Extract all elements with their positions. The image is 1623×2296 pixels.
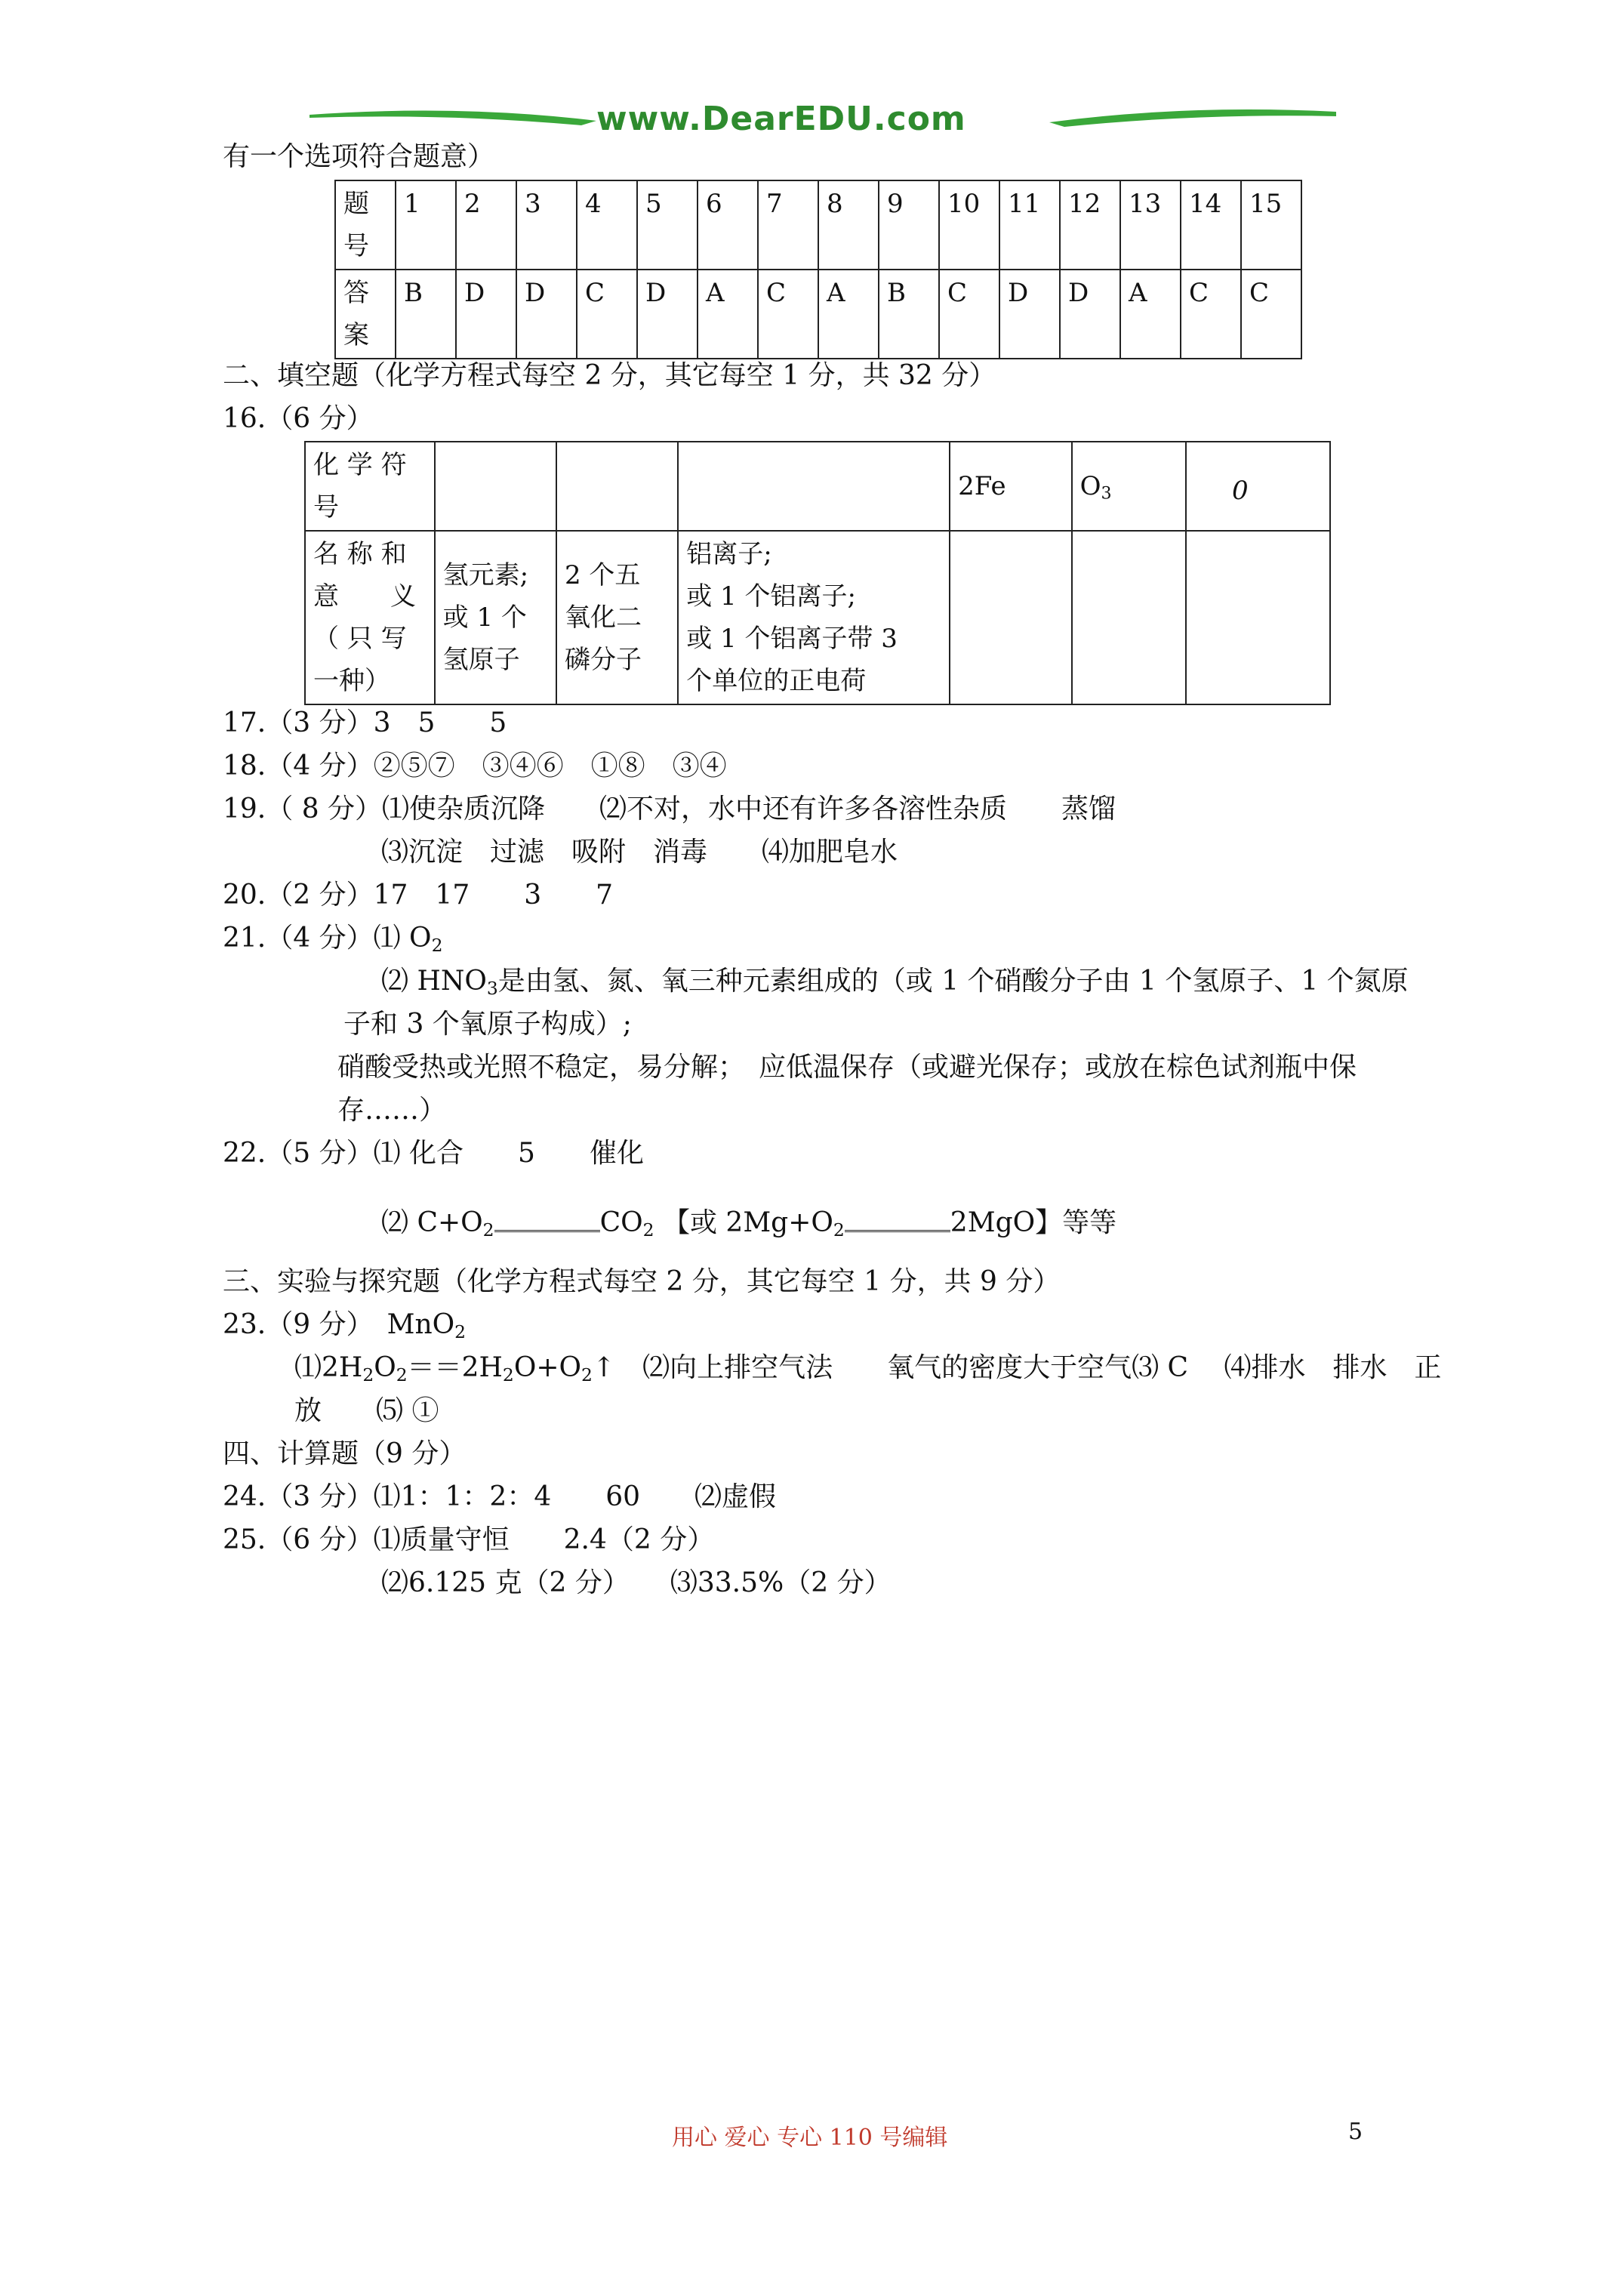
meaning-cell: 氢元素; 或 1 个 氢原子 (435, 531, 556, 704)
symbol-table (304, 441, 1331, 705)
q21-line-1: 21.（4 分）⑴ $O_2$ (223, 923, 443, 956)
number-cell: 11 (999, 180, 1060, 270)
q18-line: 18.（4 分）②⑤⑦ ③④⑥ ①⑧ ③④ (223, 750, 727, 781)
symbol-cell: 0 (1186, 442, 1330, 531)
q23-line-3: 放 ⑸ ① (294, 1395, 439, 1426)
table-row (305, 531, 1330, 704)
header-cell: 答 案 (335, 270, 396, 359)
number-cell: 10 (939, 180, 999, 270)
answer-cell: C (939, 270, 999, 359)
symbol-cell (556, 442, 678, 531)
header-cell: 题 号 (335, 180, 396, 270)
number-cell: 15 (1241, 180, 1301, 270)
q23-line-1: 23.（9 分） MnO$_2$ (223, 1309, 467, 1342)
answer-cell: D (999, 270, 1060, 359)
symbol-cell (435, 442, 556, 531)
q16-label: 16.（6 分） (223, 403, 374, 434)
table-row (305, 442, 1330, 531)
q25-line-1: 25.（6 分）⑴质量守恒 2.4（2 分） (223, 1524, 715, 1555)
meaning-cell (950, 531, 1071, 704)
number-cell: 6 (698, 180, 758, 270)
section-4-title: 四、计算题（9 分） (223, 1438, 467, 1469)
section-2-title: 二、填空题（化学方程式每空 2 分，其它每空 1 分，共 32 分） (223, 360, 996, 391)
q22-line-1: 22.（5 分）⑴ 化合 5 催化 (223, 1138, 644, 1169)
answer-cell: C (758, 270, 818, 359)
equation-double-line (845, 1218, 950, 1232)
q19-line-2: ⑶沉淀 过滤 吸附 消毒 ⑷加肥皂水 (381, 837, 898, 868)
q22-line-2: ⑵ $C+O_2$ $CO_2$ 【或 $2Mg+O_2$ 2MgO】等等 (381, 1207, 1117, 1240)
answer-cell: C (577, 270, 637, 359)
symbol-cell (678, 442, 950, 531)
answer-cell: B (879, 270, 939, 359)
q21-line-2: ⑵ $HNO_3$是由氢、氮、氧三种元素组成的（或 1 个硝酸分子由 1 个氢原子、1 个氮原 (381, 966, 1409, 999)
q23-line-2: $⑴2H_2O_2==2H_2O+O_2↑$ ⑵向上排空气法 氧气的密度大于空气⑶ C ⑷排水 排水 正 (294, 1352, 1442, 1385)
answer-cell: D (516, 270, 577, 359)
meaning-cell (1186, 531, 1330, 704)
meaning-cell (1072, 531, 1186, 704)
q21-line-5: 存……） (337, 1095, 447, 1126)
answer-cell: D (456, 270, 516, 359)
number-cell: 1 (396, 180, 456, 270)
number-cell: 7 (758, 180, 818, 270)
q24-line: 24.（3 分）⑴1：1：2：4 60 ⑵虚假 (223, 1481, 777, 1512)
row-label: 名 称 和 意 义 （ 只 写 一种） (305, 531, 435, 704)
row-label: 化 学 符 号 (305, 442, 435, 531)
number-cell: 2 (456, 180, 516, 270)
number-cell: 9 (879, 180, 939, 270)
table-row (335, 180, 1301, 270)
equation-double-line (494, 1218, 600, 1232)
answer-cell: D (1060, 270, 1120, 359)
footer-text: 用心 爱心 专心 110 号编辑 (672, 2125, 948, 2151)
q21-line-4: 硝酸受热或光照不稳定，易分解； 应低温保存（或避光保存；或放在棕色试剂瓶中保 (337, 1052, 1357, 1083)
answer-cell: A (698, 270, 758, 359)
number-cell: 14 (1181, 180, 1241, 270)
number-cell: 5 (637, 180, 698, 270)
intro-line: 有一个选项符合题意） (223, 141, 495, 172)
answer-cell: D (637, 270, 698, 359)
q21-line-3: 子和 3 个氧原子构成）; (343, 1009, 632, 1040)
q17-line: 17.（3 分）3 5 5 (223, 707, 507, 738)
symbol-cell: $O_3$ (1072, 442, 1186, 531)
symbol-cell: 2Fe (950, 442, 1071, 531)
number-cell: 12 (1060, 180, 1120, 270)
answer-cell: B (396, 270, 456, 359)
answer-cell: A (1120, 270, 1181, 359)
answer-cell: A (818, 270, 879, 359)
answer-cell: C (1181, 270, 1241, 359)
meaning-cell: 铝离子; 或 1 个铝离子; 或 1 个铝离子带 3 个单位的正电荷 (678, 531, 950, 704)
choice-answer-table (334, 180, 1302, 359)
answer-cell: C (1241, 270, 1301, 359)
page-number: 5 (1348, 2119, 1363, 2145)
meaning-cell: 2 个五 氧化二 磷分子 (556, 531, 678, 704)
number-cell: 8 (818, 180, 879, 270)
number-cell: 3 (516, 180, 577, 270)
q19-line-1: 19.（ 8 分）⑴使杂质沉降 ⑵不对，水中还有许多各溶性杂质 蒸馏 (223, 794, 1116, 824)
number-cell: 4 (577, 180, 637, 270)
q25-line-2: ⑵6.125 克（2 分） ⑶33.5%（2 分） (381, 1567, 892, 1598)
banner-swoosh-left (310, 111, 596, 125)
q20-line: 20.（2 分）17 17 3 7 (223, 880, 614, 911)
banner-swoosh-right (1049, 109, 1336, 127)
section-3-title: 三、实验与探究题（化学方程式每空 2 分，其它每空 1 分，共 9 分） (223, 1266, 1061, 1297)
number-cell: 13 (1120, 180, 1181, 270)
table-row (335, 270, 1301, 359)
site-url: www.DearEDU.com (596, 100, 966, 138)
